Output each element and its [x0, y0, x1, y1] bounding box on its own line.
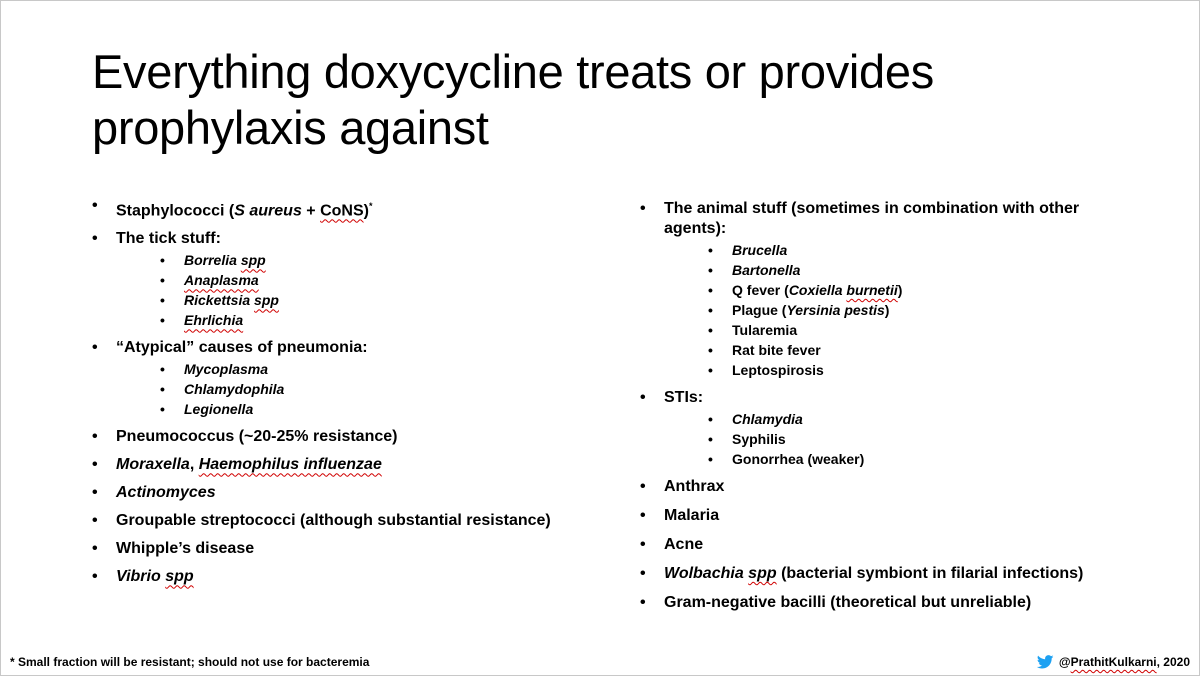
sub-item-legionella: • Legionella	[140, 399, 592, 419]
list-item-staphylococci: • Staphylococci (S aureus + CoNS)*	[92, 196, 592, 221]
sub-item-rickettsia: • Rickettsia spp	[140, 290, 592, 310]
list-item-pneumococcus: • Pneumococcus (~20-25% resistance)	[92, 427, 592, 447]
list-item-stis: • STIs: • Chlamydia • Syphilis • Gonorrhea (weaker)	[640, 388, 1110, 469]
sub-item-borrelia: • Borrelia spp	[140, 250, 592, 270]
list-item-whipple: • Whipple’s disease	[92, 539, 592, 559]
list-item-actinomyces: • Actinomyces	[92, 483, 592, 503]
list-item-animal-stuff: • The animal stuff (sometimes in combination with other agents): • Brucella • Bartonella • Q fever (Coxiella burnetii) • Plague (Yersinia pestis) • Tularemia • Rat bite fever • Leptospirosis	[640, 199, 1110, 380]
twitter-bird-icon	[1037, 655, 1054, 669]
sub-item-leptospirosis: • Leptospirosis	[688, 360, 1110, 380]
list-item-gram-negative: • Gram-negative bacilli (theoretical but unreliable)	[640, 593, 1110, 613]
sub-item-gonorrhea: • Gonorrhea (weaker)	[688, 449, 1110, 469]
list-item-malaria: • Malaria	[640, 506, 1110, 526]
sub-item-anaplasma: • Anaplasma	[140, 270, 592, 290]
right-column	[640, 199, 1110, 622]
twitter-handle	[1037, 655, 1190, 669]
sub-item-bartonella: • Bartonella	[688, 260, 1110, 280]
slide-title: Everything doxycycline treats or provides prophylaxis against	[92, 45, 934, 154]
list-item-vibrio: • Vibrio spp	[92, 567, 592, 587]
sub-item-mycoplasma: • Mycoplasma	[140, 359, 592, 379]
sub-item-chlamydophila: • Chlamydophila	[140, 379, 592, 399]
list-item-moraxella: • Moraxella, Haemophilus influenzae	[92, 455, 592, 475]
sub-item-plague: • Plague (Yersinia pestis)	[688, 300, 1110, 320]
list-item-groupable-strep: • Groupable streptococci (although substantial resistance)	[92, 511, 592, 531]
sub-item-tularemia: • Tularemia	[688, 320, 1110, 340]
list-item-tick-stuff: • The tick stuff: • Borrelia spp • Anaplasma • Rickettsia spp • Ehrlichia	[92, 229, 592, 330]
list-item-atypical-pneumonia: • “Atypical” causes of pneumonia: • Mycoplasma • Chlamydophila • Legionella	[92, 338, 592, 419]
sub-item-q-fever: • Q fever (Coxiella burnetii)	[688, 280, 1110, 300]
sub-item-rat-bite-fever: • Rat bite fever	[688, 340, 1110, 360]
sub-item-chlamydia: • Chlamydia	[688, 409, 1110, 429]
left-column	[92, 196, 592, 595]
list-item-acne: • Acne	[640, 535, 1110, 555]
list-item-anthrax: • Anthrax	[640, 477, 1110, 497]
handle-text: @PrathitKulkarni, 2020	[1058, 655, 1190, 669]
sub-item-syphilis: • Syphilis	[688, 429, 1110, 449]
list-item-wolbachia: • Wolbachia spp (bacterial symbiont in filarial infections)	[640, 564, 1110, 584]
sub-item-ehrlichia: • Ehrlichia	[140, 310, 592, 330]
sub-item-brucella: • Brucella	[688, 240, 1110, 260]
footnote: * Small fraction will be resistant; should not use for bacteremia	[10, 655, 370, 669]
